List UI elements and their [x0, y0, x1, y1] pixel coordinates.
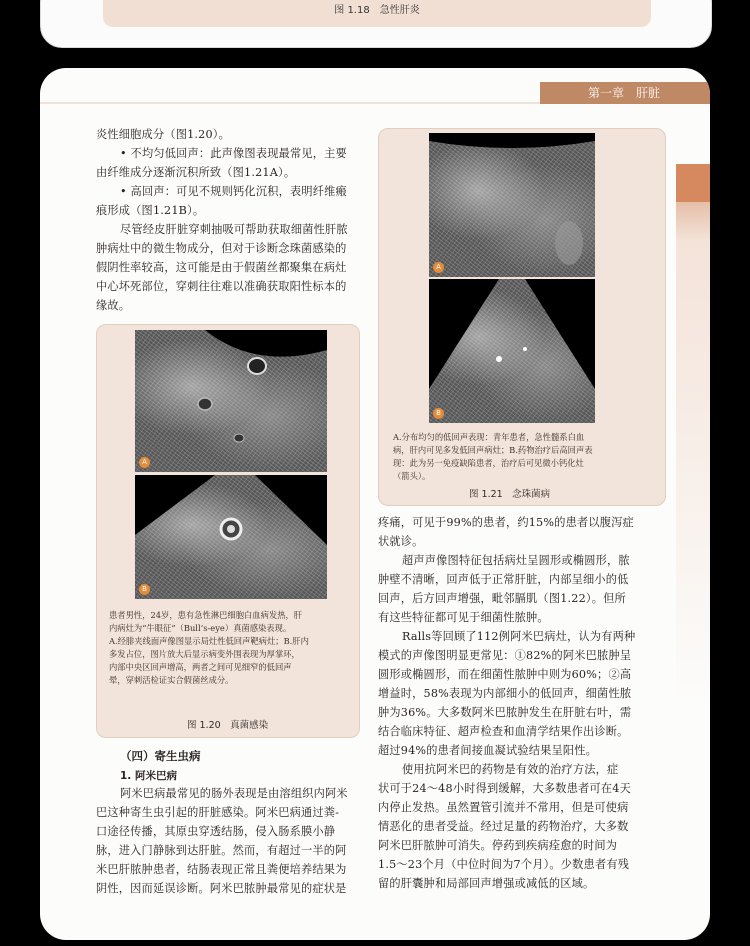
figure-caption-line: 晕，穿刺活检证实合假菌丝成分。	[109, 675, 234, 685]
figure-caption-line: A.经腓夹线面声像图显示局灶性低回声靶病灶；B.肝内	[109, 636, 309, 646]
text-line: 尽管经皮肝脏穿刺抽吸可帮助获取细菌性肝脓	[120, 223, 348, 236]
text-line: 阴性，因而延误诊断。阿米巴脓肿最常见的症状是	[96, 882, 347, 895]
text-line: 增益时，58%表现为内部细小的低回声，细菌性脓	[378, 687, 632, 700]
text-line: Ralls等回顾了112例阿米巴病灶，认为有两种	[402, 630, 636, 643]
text-line: 肿为36%。大多数阿米巴脓肿发生在肝脏右叶，需	[378, 706, 632, 719]
text-line: 巴这种寄生虫引起的肝脏感染。阿米巴病通过粪-	[96, 806, 340, 819]
figure-caption-line: 患者男性，24岁，患有急性淋巴细胞白血病发热，肝	[109, 610, 303, 620]
figure-1-21	[378, 128, 666, 506]
panel-b-label: B	[139, 584, 150, 595]
ultrasound-image-a	[135, 330, 327, 472]
figure-title: 图 1.21 念珠菌病	[469, 489, 551, 500]
text-line: 1.5～23个月（中位时间为7个月）。少数患者有残	[378, 858, 630, 871]
text-line: 米巴肝脓肿患者，结肠表现正常且粪便培养结果为	[96, 863, 347, 876]
text-line: 阿米巴肝脓肿可消失。停药到疾病痊愈的时间为	[378, 839, 618, 852]
text-line: 使用抗阿米巴的药物是有效的治疗方法，症	[402, 763, 619, 776]
chapter-side-tab	[676, 164, 710, 804]
figure-caption-line: 病，肝内可见多发低回声病灶；B.药物治疗后高回声表	[393, 445, 593, 455]
text-line: 痕形成（图1.21B）。	[96, 204, 205, 217]
text-line: 留的肝囊肿和局部回声增强或减低的区域。	[378, 877, 595, 890]
text-line: 超过94%的患者间接血凝试验结果呈阳性。	[378, 744, 598, 757]
text-line: 内停止发热。虽然置管引流并不常用，但是可使病	[378, 801, 629, 814]
text-line: 中心坏死部位，穿刺往往难以准确获取阳性标本的	[96, 280, 347, 293]
subsection-heading: 1. 阿米巴病	[120, 770, 177, 782]
figure-caption-line: 多发占位，图片放大后显示病变外围表现为厚掌环，	[109, 649, 300, 659]
text-line: 有这些特征都可见于细菌性脓肿。	[378, 611, 549, 624]
figure-caption-line: （箭头）。	[393, 471, 431, 481]
text-line: 超声声像图特征包括病灶呈圆形或椭圆形，脓	[402, 554, 630, 567]
text-line: 由纤维成分逐渐沉积所致（图1.21A）。	[96, 166, 296, 179]
previous-page-card	[40, 0, 712, 48]
text-line: 状可于24～48小时得到缓解，大多数患者可在4天	[378, 782, 631, 795]
text-line: 肿病灶中的微生物成分，但对于诊断念珠菌感染的	[96, 242, 347, 255]
text-line: 结合临床特征、超声检查和血清学结果作出诊断。	[378, 725, 629, 738]
panel-b-label: B	[433, 408, 444, 419]
book-page	[40, 68, 710, 940]
text-line: 疼痛，可见于99%的患者，约15%的患者以腹泻症	[378, 516, 634, 529]
text-line: 脉，进入门静脉到达肝脏。然而，有超过一半的阿	[96, 844, 347, 857]
figure-caption-line: 内病灶为“牛眼征”（Bull’s-eye）真菌感染表现。	[109, 623, 292, 633]
figure-caption-line: A.分布均匀的低回声表现：青年患者，急性髓系白血	[393, 432, 585, 442]
ultrasound-image-b	[429, 279, 595, 423]
text-line: 情恶化的患者受益。经过足量的药物治疗，大多数	[378, 820, 629, 833]
text-line: 口途径传播，其原虫穿透结肠，侵入肠系膜小静	[96, 825, 336, 838]
figure-caption-line: 内部中央区回声增高，两者之间可见细窄的低回声	[109, 662, 292, 672]
text-line: 状就诊。	[378, 535, 424, 548]
text-line: 圆形或椭圆形，而在细菌性脓肿中则为60%；②高	[378, 668, 632, 681]
chapter-header: 第一章 肝脏	[540, 82, 710, 104]
figure-title: 图 1.20 真菌感染	[187, 720, 269, 731]
ultrasound-image-a	[429, 133, 595, 277]
text-line: 阿米巴病最常见的肠外表现是由溶组织内阿米	[120, 787, 348, 800]
figure-1-20	[96, 324, 360, 738]
panel-a-label: A	[139, 457, 150, 468]
text-line: 回声，后方回声增强，毗邻膈肌（图1.22）。但所	[378, 592, 626, 605]
section-heading: （四）寄生虫病	[120, 749, 201, 763]
figure-caption-line: 现：此为另一免疫缺陷患者，治疗后可见微小钙化灶	[393, 458, 584, 468]
text-line: 肿壁不清晰，回声低于正常肝脏，内部呈细小的低	[378, 573, 629, 586]
text-line: 缘故。	[96, 299, 131, 312]
ultrasound-image-b	[135, 475, 327, 599]
panel-a-label: A	[433, 262, 444, 273]
previous-figure-caption: 图 1.18 急性肝炎	[334, 5, 420, 16]
previous-figure-panel	[103, 0, 651, 27]
text-line: 炎性细胞成分（图1.20）。	[96, 128, 230, 141]
bullet-line: • 不均匀低回声：此声像图表现最常见，主要	[120, 147, 347, 160]
text-line: 模式的声像图明显更常见：①82%的阿米巴脓肿呈	[378, 649, 632, 662]
bullet-line: • 高回声：可见不规则钙化沉积，表明纤维瘢	[120, 185, 347, 198]
text-line: 假阴性率较高，这可能是由于假菌丝都聚集在病灶	[96, 261, 347, 274]
